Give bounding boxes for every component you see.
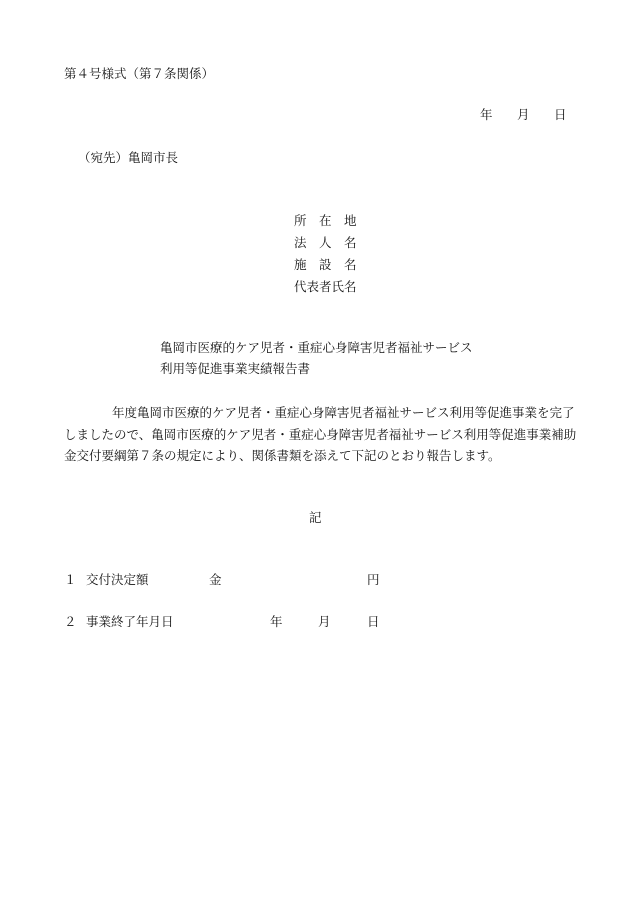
item-label: 事業終了年月日 <box>86 614 174 629</box>
sender-block <box>294 213 357 301</box>
sender-location-label: 所 在 地 <box>294 213 357 228</box>
item-number: ２ <box>64 614 77 629</box>
date-year: 年 <box>480 107 493 122</box>
kin-label: 金 <box>209 572 222 587</box>
yen-label: 円 <box>367 572 380 587</box>
month-label: 月 <box>318 614 331 629</box>
body-paragraph <box>64 402 584 467</box>
addressee: （宛先）亀岡市長 <box>78 150 179 165</box>
item-number: １ <box>64 572 77 587</box>
day-label: 日 <box>367 614 380 629</box>
sender-representative-label: 代表者氏名 <box>294 279 357 294</box>
item-label: 交付決定額 <box>86 572 149 587</box>
document-title <box>160 340 473 382</box>
form-label: 第４号様式（第７条関係） <box>64 66 215 81</box>
sender-facility-label: 施 設 名 <box>294 257 357 272</box>
year-label: 年 <box>270 614 283 629</box>
date-month: 月 <box>517 107 530 122</box>
title-line-2: 利用等促進事業実績報告書 <box>160 361 311 376</box>
body-line-1: 年度亀岡市医療的ケア児者・重症心身障害児者福祉サービス利用等促進事業を完了 <box>112 405 575 420</box>
sender-corporation-label: 法 人 名 <box>294 235 357 250</box>
title-line-1: 亀岡市医療的ケア児者・重症心身障害児者福祉サービス <box>160 340 473 355</box>
ki-heading: 記 <box>309 510 322 525</box>
body-line-2: しましたので、亀岡市医療的ケア児者・重症心身障害児者福祉サービス利用等促進事業補助 <box>64 426 577 442</box>
body-line-3: 金交付要綱第７条の規定により、関係書類を添えて下記のとおり報告します。 <box>64 448 501 463</box>
date-day: 日 <box>554 107 567 122</box>
